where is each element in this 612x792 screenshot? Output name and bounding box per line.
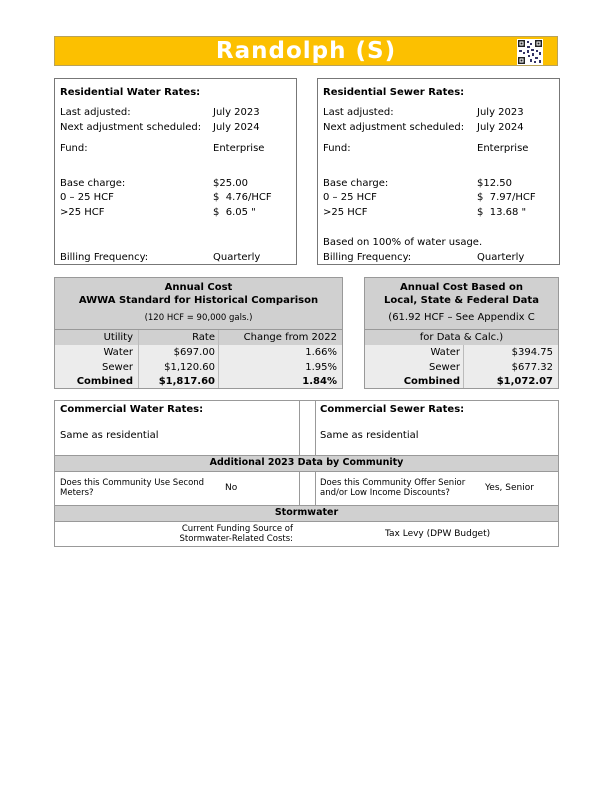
residential-water-box xyxy=(54,78,297,265)
water-tier1: $ 4.76/HCF xyxy=(213,192,272,203)
local-sewer-label: Sewer xyxy=(429,362,460,373)
additional-a2: Yes, Senior xyxy=(485,483,534,493)
additional-q1-line1: Does this Community Use Second xyxy=(60,478,205,488)
sewer-tier1-label: 0 – 25 HCF xyxy=(323,192,377,203)
local-combined-label: Combined xyxy=(403,376,460,387)
local-heading-2: Local, State & Federal Data xyxy=(384,295,539,306)
local-subheading-1: (61.92 HCF – See Appendix C xyxy=(388,312,535,323)
awwa-col-change: Change from 2022 xyxy=(243,332,337,343)
commercial-block xyxy=(54,400,559,547)
awwa-combined-rate: $1,817.60 xyxy=(158,376,215,387)
awwa-combined-change: 1.84% xyxy=(302,376,337,387)
awwa-sewer-rate: $1,120.60 xyxy=(164,362,215,373)
qr-code-icon xyxy=(517,39,543,65)
awwa-cost-table xyxy=(54,277,343,389)
row-divider xyxy=(55,521,558,522)
commercial-sewer-value: Same as residential xyxy=(320,430,419,441)
water-billing: Quarterly xyxy=(213,252,261,263)
water-fund-label: Fund: xyxy=(60,143,88,154)
sewer-tier2: $ 13.68 " xyxy=(477,207,527,218)
awwa-water-change: 1.66% xyxy=(305,347,337,358)
title-bar xyxy=(54,36,558,66)
additional-divider xyxy=(299,471,300,505)
commercial-water-value: Same as residential xyxy=(60,430,159,441)
awwa-combined-label: Combined xyxy=(76,376,133,387)
sewer-last-adjusted: July 2023 xyxy=(477,107,524,118)
awwa-col-utility: Utility xyxy=(103,332,133,343)
additional-a1: No xyxy=(225,483,238,493)
water-last-adjusted: July 2023 xyxy=(213,107,260,118)
sewer-fund-label: Fund: xyxy=(323,143,351,154)
awwa-sewer-change: 1.95% xyxy=(305,362,337,373)
stormwater-heading: Stormwater xyxy=(274,507,339,518)
local-sewer-rate: $677.32 xyxy=(511,362,553,373)
additional-heading: Additional 2023 Data by Community xyxy=(209,457,404,468)
residential-sewer-box xyxy=(317,78,560,265)
sewer-heading: Residential Sewer Rates: xyxy=(323,87,465,98)
water-last-adjusted-label: Last adjusted: xyxy=(60,107,131,118)
row-divider xyxy=(55,455,558,456)
water-next-adj-label: Next adjustment scheduled: xyxy=(60,122,202,133)
commercial-divider xyxy=(315,401,316,455)
additional-q2-line1: Does this Community Offer Senior xyxy=(320,478,466,488)
water-fund: Enterprise xyxy=(213,143,265,154)
sewer-next-adj-label: Next adjustment scheduled: xyxy=(323,122,465,133)
local-divider xyxy=(365,329,558,330)
additional-q1-line2: Meters? xyxy=(60,488,94,498)
local-col-divider xyxy=(463,345,464,388)
water-base-label: Base charge: xyxy=(60,178,126,189)
sewer-last-adjusted-label: Last adjusted: xyxy=(323,107,394,118)
water-base: $25.00 xyxy=(213,178,248,189)
water-tier2-label: >25 HCF xyxy=(60,207,105,218)
additional-q2-line2: and/or Low Income Discounts? xyxy=(320,488,450,498)
sewer-note: Based on 100% of water usage. xyxy=(323,237,483,248)
sewer-base: $12.50 xyxy=(477,178,512,189)
local-water-rate: $394.75 xyxy=(511,347,553,358)
stormwater-value: Tax Levy (DPW Budget) xyxy=(385,529,491,539)
awwa-sewer-label: Sewer xyxy=(102,362,133,373)
sewer-billing: Quarterly xyxy=(477,252,525,263)
additional-divider xyxy=(315,471,316,505)
commercial-divider xyxy=(299,401,300,455)
sewer-base-label: Base charge: xyxy=(323,178,389,189)
sewer-billing-label: Billing Frequency: xyxy=(323,252,412,263)
water-billing-label: Billing Frequency: xyxy=(60,252,149,263)
page-title: Randolph (S) xyxy=(215,38,397,64)
awwa-heading-2: AWWA Standard for Historical Comparison xyxy=(78,295,319,306)
awwa-divider xyxy=(55,329,342,330)
local-combined-rate: $1,072.07 xyxy=(496,376,553,387)
water-tier1-label: 0 – 25 HCF xyxy=(60,192,114,203)
sewer-next-adj: July 2024 xyxy=(477,122,524,133)
awwa-col-rate: Rate xyxy=(192,332,215,343)
stormwater-label-line2: Stormwater-Related Costs: xyxy=(179,534,293,544)
awwa-water-label: Water xyxy=(103,347,133,358)
commercial-sewer-heading: Commercial Sewer Rates: xyxy=(320,404,465,415)
local-water-label: Water xyxy=(430,347,460,358)
local-cost-table xyxy=(364,277,559,389)
sewer-tier1: $ 7.97/HCF xyxy=(477,192,536,203)
stormwater-label-line1: Current Funding Source of xyxy=(181,524,293,534)
sewer-fund: Enterprise xyxy=(477,143,529,154)
water-tier2: $ 6.05 " xyxy=(213,207,256,218)
awwa-subheading: (120 HCF = 90,000 gals.) xyxy=(144,313,253,323)
local-heading-1: Annual Cost Based on xyxy=(400,282,523,293)
awwa-water-rate: $697.00 xyxy=(173,347,215,358)
water-heading: Residential Water Rates: xyxy=(60,87,201,98)
sewer-tier2-label: >25 HCF xyxy=(323,207,368,218)
commercial-water-heading: Commercial Water Rates: xyxy=(60,404,204,415)
awwa-heading-1: Annual Cost xyxy=(164,282,233,293)
row-divider xyxy=(55,471,558,472)
local-subheading-2: for Data & Calc.) xyxy=(419,332,504,343)
water-next-adj: July 2024 xyxy=(213,122,260,133)
